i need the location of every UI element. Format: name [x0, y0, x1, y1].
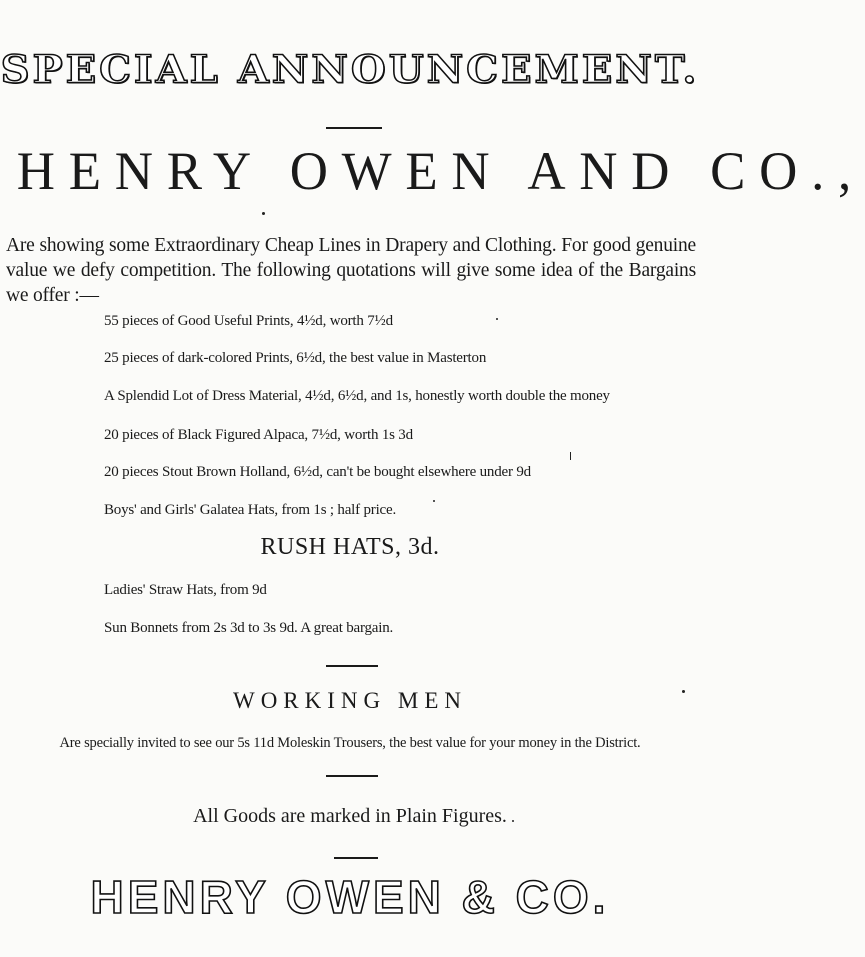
invitation-text: Are specially invited to see our 5s 11d Moleskin Trousers, the best value for your money in the District. — [59, 735, 641, 751]
list-item: Ladies' Straw Hats, from 9d — [104, 582, 267, 598]
list-item: Sun Bonnets from 2s 3d to 3s 9d. A great bargain. — [104, 620, 394, 636]
ink-speck — [433, 500, 435, 502]
list-item: 55 pieces of Good Useful Prints, 4½d, worth 7½d — [104, 313, 393, 329]
list-item: Boys' and Girls' Galatea Hats, from 1s ; half price. — [104, 502, 397, 518]
divider-rule — [326, 775, 378, 777]
ink-speck — [512, 820, 514, 822]
divider-rule — [326, 665, 378, 667]
footer-firm-name: HENRY OWEN & CO. — [90, 871, 610, 923]
ink-speck — [262, 212, 265, 215]
list-item: 20 pieces of Black Figured Alpaca, 7½d, worth 1s 3d — [104, 427, 413, 443]
ink-speck — [496, 318, 498, 320]
ink-speck — [570, 452, 571, 460]
intro-paragraph: Are showing some Extraordinary Cheap Lines in Drapery and Clothing. For good genuine value we defy competition. The following quotations will give some idea of the Bargains we offer :— — [6, 235, 696, 306]
working-men-heading: WORKING MEN — [232, 688, 467, 713]
list-item: 20 pieces Stout Brown Holland, 6½d, can't be bought elsewhere under 9d — [104, 464, 531, 480]
rush-hats-heading: RUSH HATS, 3d. — [260, 534, 440, 560]
ink-speck — [682, 690, 685, 693]
divider-rule — [326, 127, 382, 129]
announcement-heading: SPECIAL ANNOUNCEMENT. — [0, 47, 700, 92]
plain-figures-note: All Goods are marked in Plain Figures. — [193, 805, 507, 827]
list-item: 25 pieces of dark-colored Prints, 6½d, the best value in Masterton — [104, 350, 487, 366]
list-item: A Splendid Lot of Dress Material, 4½d, 6½d, and 1s, honestly worth double the money — [104, 388, 610, 404]
divider-rule — [334, 857, 378, 859]
firm-name-title: HENRY OWEN AND CO., — [16, 141, 865, 201]
